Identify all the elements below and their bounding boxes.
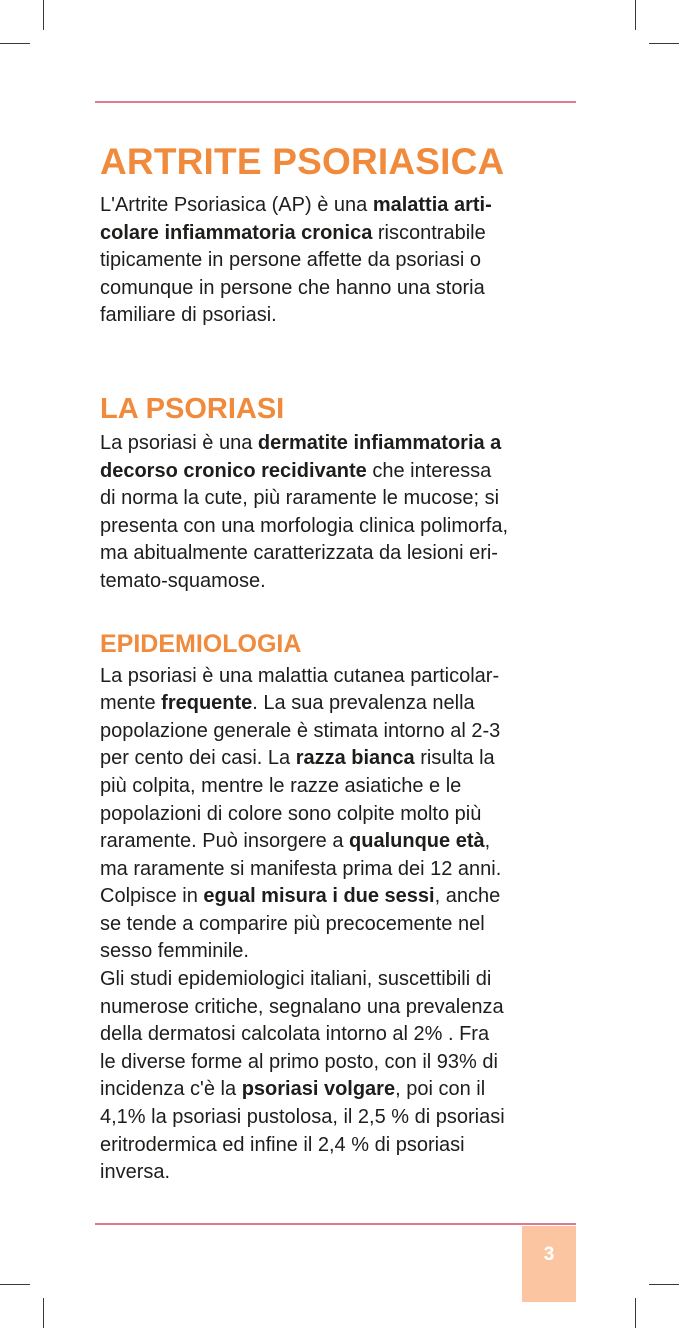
text-line xyxy=(100,1078,485,1100)
bold-text: colare infiammatoria cronica xyxy=(100,221,373,244)
text-run: le diverse forme al primo posto, con il 93% di xyxy=(100,1050,498,1073)
text-run: , xyxy=(484,830,491,853)
text-run: presenta con una morfologia clinica polimorfa, xyxy=(100,514,508,537)
text-run: sesso femminile. xyxy=(100,940,249,963)
text-run: tipicamente in persone affette da psoriasi o xyxy=(100,249,481,272)
bold-text: psoriasi volgare xyxy=(241,1078,396,1101)
text-line xyxy=(100,460,491,482)
text-run: popolazione generale è stimata intorno al 2-3 xyxy=(100,719,501,742)
section-epidemiologia xyxy=(100,628,576,1187)
crop-mark xyxy=(0,1284,30,1285)
section-body xyxy=(100,192,576,330)
text-run: temato-squamose. xyxy=(100,569,266,592)
text-run: di norma la cute, più raramente le mucose; si xyxy=(100,487,500,510)
text-run: 4,1% la psoriasi pustolosa, il 2,5 % di psoriasi xyxy=(100,1106,505,1129)
text-line xyxy=(100,432,501,454)
text-run: della dermatosi calcolata intorno al 2% . Fra xyxy=(100,1023,490,1046)
text-line xyxy=(100,996,504,1018)
bold-text: malattia arti- xyxy=(372,194,492,216)
crop-mark xyxy=(43,1298,44,1328)
section-title: ARTRITE PSORIASICA xyxy=(100,141,505,182)
bottom-rule xyxy=(95,1223,576,1225)
text-run: per cento dei casi. La xyxy=(100,747,296,770)
text-run: più colpita, mentre le razze asiatiche e le xyxy=(100,774,462,797)
text-line xyxy=(100,692,475,714)
text-run: familiare di psoriasi. xyxy=(100,304,277,327)
bold-text: decorso cronico recidivante xyxy=(100,459,367,482)
text-line xyxy=(100,885,500,907)
crop-mark xyxy=(649,1284,679,1285)
text-line xyxy=(100,775,461,797)
text-run: , anche xyxy=(434,885,501,908)
text-line xyxy=(100,720,500,742)
text-line xyxy=(100,515,508,537)
text-line xyxy=(100,968,491,990)
text-run: riscontrabile xyxy=(372,221,486,244)
text-run: raramente. Può insorgere a xyxy=(100,830,350,853)
crop-mark xyxy=(0,43,30,44)
text-line xyxy=(100,1106,505,1128)
text-run: , poi con il xyxy=(395,1078,486,1101)
text-line xyxy=(100,1161,170,1183)
crop-mark xyxy=(635,1298,636,1328)
text-run: L'Artrite Psoriasica (AP) è una xyxy=(100,194,373,216)
text-line xyxy=(100,277,485,299)
text-run: . La sua prevalenza nella xyxy=(252,692,475,715)
text-run: inversa. xyxy=(100,1161,171,1184)
text-run: Gli studi epidemiologici italiani, suscettibili di xyxy=(100,968,492,991)
text-line xyxy=(100,249,481,271)
text-line xyxy=(100,304,277,326)
bold-text: razza bianca xyxy=(295,747,415,770)
text-line xyxy=(100,487,499,509)
section-la-psoriasi xyxy=(100,391,576,596)
page-content xyxy=(100,140,576,1187)
top-rule xyxy=(95,101,576,103)
text-line xyxy=(100,222,486,244)
section-title: LA PSORIASI xyxy=(100,392,285,425)
section-body xyxy=(100,430,576,596)
crop-mark xyxy=(649,43,679,44)
section-title: EPIDEMIOLOGIA xyxy=(100,629,302,658)
text-run: risulta la xyxy=(414,747,495,770)
text-line xyxy=(100,913,485,935)
text-run: ma abitualmente caratterizzata da lesioni eri- xyxy=(100,542,498,565)
text-run: La psoriasi è una xyxy=(100,431,258,454)
text-run: ma raramente si manifesta prima dei 12 anni. xyxy=(100,857,502,880)
text-run: Colpisce in xyxy=(100,885,204,908)
crop-mark xyxy=(635,0,636,30)
text-run: mente xyxy=(100,692,162,715)
text-run: se tende a comparire più precocemente nel xyxy=(100,912,485,935)
section-artrite-psoriasica xyxy=(100,140,576,330)
text-line xyxy=(100,747,495,769)
bold-text: qualunque età xyxy=(349,830,485,853)
text-line xyxy=(100,570,266,592)
text-line xyxy=(100,858,501,880)
crop-mark xyxy=(43,0,44,30)
bold-text: frequente xyxy=(161,692,253,715)
section-body xyxy=(100,663,576,1187)
text-line xyxy=(100,830,490,852)
text-line xyxy=(100,1023,489,1045)
text-run: comunque in persone che hanno una storia xyxy=(100,276,485,299)
text-line xyxy=(100,1134,465,1156)
text-run: eritrodermica ed infine il 2,4 % di psoriasi xyxy=(100,1133,465,1156)
text-line xyxy=(100,665,499,687)
text-run: popolazioni di colore sono colpite molto più xyxy=(100,802,482,825)
page-number-tab xyxy=(522,1226,576,1302)
text-line xyxy=(100,542,498,564)
bold-text: egual misura i due sessi xyxy=(203,885,435,908)
text-line xyxy=(100,940,249,962)
text-run: incidenza c'è la xyxy=(100,1078,242,1101)
page-number: 3 xyxy=(543,1244,555,1265)
text-run: numerose critiche, segnalano una prevalenza xyxy=(100,995,504,1018)
text-run: La psoriasi è una malattia cutanea particolar- xyxy=(100,664,500,687)
text-line xyxy=(100,1051,498,1073)
text-run: che interessa xyxy=(366,459,492,482)
text-line xyxy=(100,803,481,825)
bold-text: dermatite infiammatoria a xyxy=(257,431,502,454)
text-line xyxy=(100,194,492,216)
